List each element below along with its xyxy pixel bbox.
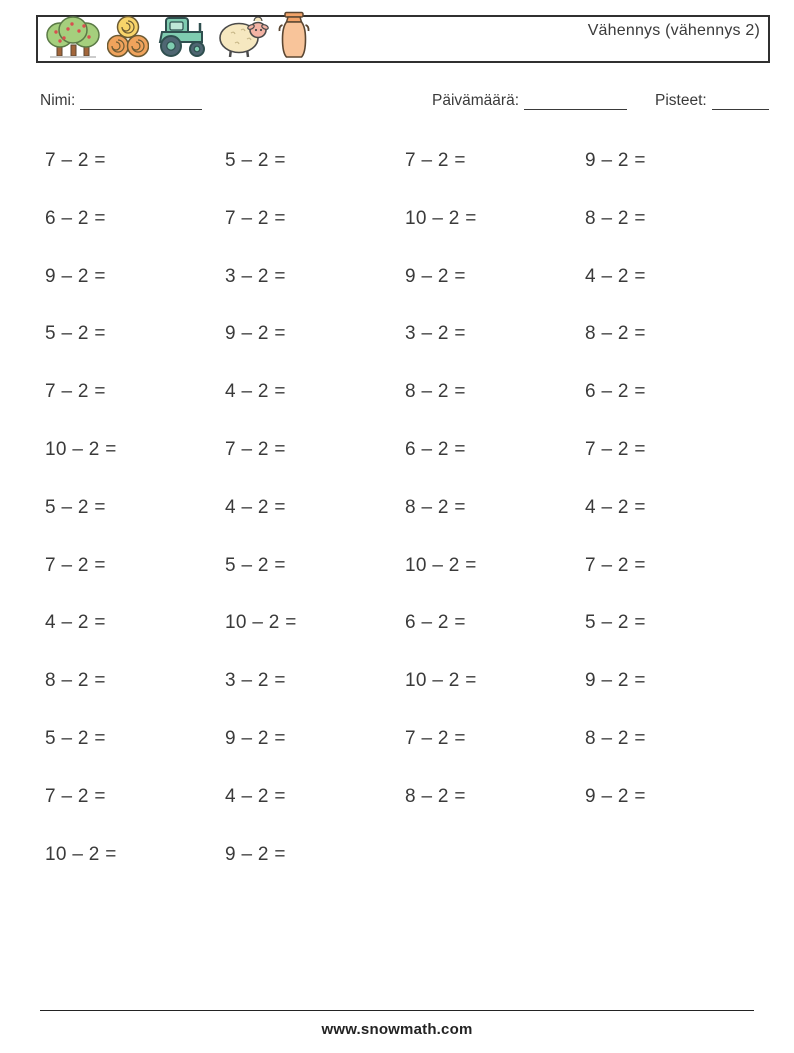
problem: 10 – 2 = bbox=[45, 438, 117, 460]
problem: 9 – 2 = bbox=[585, 670, 646, 692]
problem: 8 – 2 = bbox=[45, 670, 106, 692]
milk-can-icon bbox=[276, 11, 312, 59]
problem: 8 – 2 = bbox=[405, 496, 466, 518]
score-field bbox=[655, 92, 769, 110]
footer-divider bbox=[40, 1010, 754, 1011]
problem: 4 – 2 = bbox=[45, 612, 106, 634]
problem: 7 – 2 = bbox=[45, 150, 106, 171]
problem: 5 – 2 = bbox=[585, 612, 646, 634]
problem: 5 – 2 = bbox=[45, 323, 106, 345]
problem: 7 – 2 = bbox=[585, 438, 646, 460]
score-label: Pisteet: bbox=[655, 92, 707, 109]
problem: 7 – 2 = bbox=[45, 785, 106, 807]
fields-row bbox=[0, 92, 794, 116]
problem: 7 – 2 = bbox=[405, 150, 466, 171]
problem: 10 – 2 = bbox=[45, 843, 117, 865]
problem: 9 – 2 = bbox=[405, 265, 466, 287]
problem: 9 – 2 = bbox=[585, 150, 646, 171]
problem: 10 – 2 = bbox=[405, 670, 477, 692]
problem: 4 – 2 = bbox=[225, 381, 286, 403]
problem: 6 – 2 = bbox=[45, 207, 106, 229]
problem: 3 – 2 = bbox=[405, 323, 466, 345]
hay-bales-icon bbox=[107, 15, 149, 59]
problem: 10 – 2 = bbox=[225, 612, 297, 634]
problem: 9 – 2 = bbox=[225, 323, 286, 345]
problem: 6 – 2 = bbox=[405, 438, 466, 460]
problem: 8 – 2 = bbox=[585, 207, 646, 229]
problem: 7 – 2 = bbox=[405, 727, 466, 749]
problem: 9 – 2 = bbox=[585, 785, 646, 807]
problem: 10 – 2 = bbox=[405, 554, 477, 576]
problem: 4 – 2 = bbox=[225, 785, 286, 807]
problem: 7 – 2 = bbox=[225, 438, 286, 460]
score-blank bbox=[712, 94, 769, 110]
header-icon-strip bbox=[46, 11, 312, 59]
problem: 4 – 2 = bbox=[585, 496, 646, 518]
apple-tree-icon bbox=[46, 15, 100, 59]
problem: 7 – 2 = bbox=[585, 554, 646, 576]
problem: 5 – 2 = bbox=[225, 150, 286, 171]
problem: 8 – 2 = bbox=[585, 323, 646, 345]
problem: 7 – 2 = bbox=[45, 381, 106, 403]
footer-website: www.snowmath.com bbox=[321, 1021, 473, 1038]
date-field bbox=[432, 92, 627, 110]
problem: 8 – 2 = bbox=[585, 727, 646, 749]
sheep-icon bbox=[217, 17, 269, 59]
problem: 4 – 2 = bbox=[585, 265, 646, 287]
date-blank bbox=[524, 94, 627, 110]
tractor-icon bbox=[156, 15, 210, 59]
name-label: Nimi: bbox=[40, 92, 76, 109]
problem: 9 – 2 = bbox=[225, 843, 286, 865]
problem: 3 – 2 = bbox=[225, 670, 286, 692]
date-label: Päivämäärä: bbox=[432, 92, 520, 109]
problem: 9 – 2 = bbox=[225, 727, 286, 749]
problem: 5 – 2 = bbox=[225, 554, 286, 576]
problem: 5 – 2 = bbox=[45, 727, 106, 749]
problem: 8 – 2 = bbox=[405, 381, 466, 403]
problems-grid bbox=[45, 150, 765, 901]
problem: 10 – 2 = bbox=[405, 207, 477, 229]
problem: 7 – 2 = bbox=[225, 207, 286, 229]
header-box bbox=[36, 15, 770, 63]
problem: 6 – 2 = bbox=[405, 612, 466, 634]
problem: 9 – 2 = bbox=[45, 265, 106, 287]
problem: 4 – 2 = bbox=[225, 496, 286, 518]
page-title: Vähennys (vähennys 2) bbox=[587, 22, 760, 39]
problem: 3 – 2 = bbox=[225, 265, 286, 287]
problem: 5 – 2 = bbox=[45, 496, 106, 518]
name-field bbox=[40, 92, 202, 110]
name-blank bbox=[80, 94, 202, 110]
problem: 6 – 2 = bbox=[585, 381, 646, 403]
problem: 7 – 2 = bbox=[45, 554, 106, 576]
problem: 8 – 2 = bbox=[405, 785, 466, 807]
